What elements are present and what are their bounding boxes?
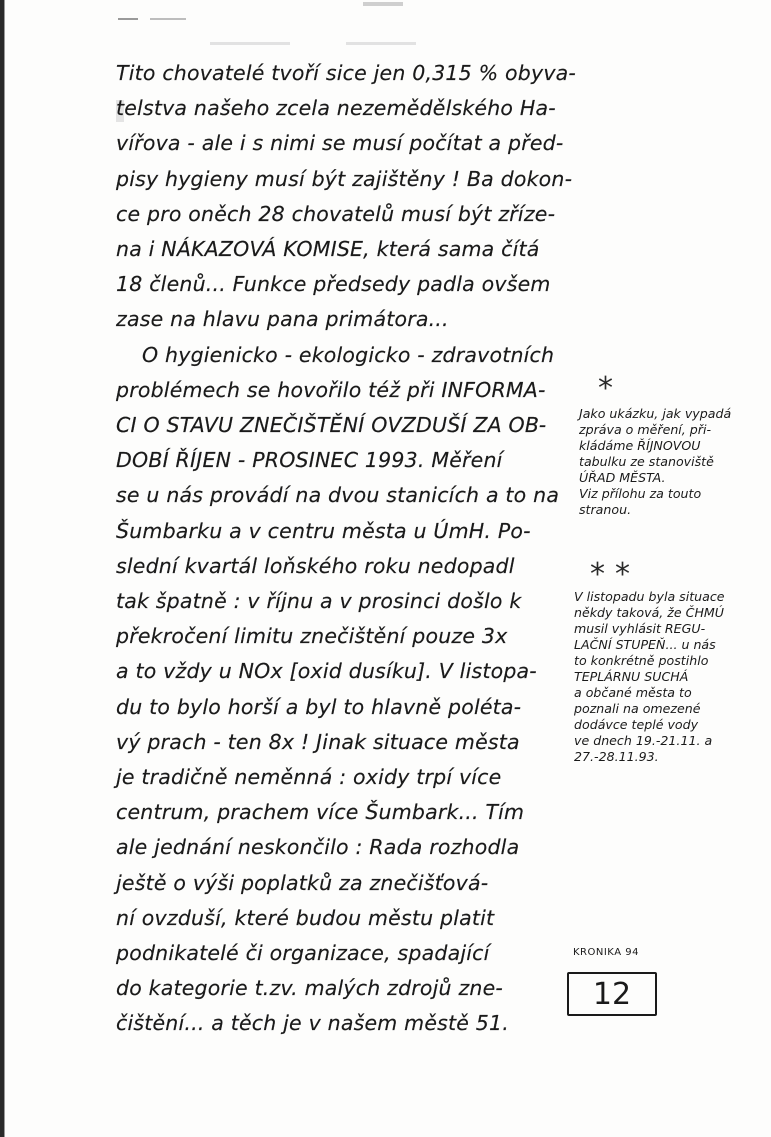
note-line: ÚŘAD MĚSTA. (579, 470, 666, 485)
note-line: stranou. (579, 502, 632, 517)
text-line: ještě o výši poplatků za znečišťová- (116, 870, 489, 895)
note-line: V listopadu byla situace (574, 589, 725, 604)
note-line: někdy taková, že ČHMÚ (574, 605, 725, 620)
footnote-double-star-marker: ** (590, 557, 640, 592)
text-line: problémech se hovořilo též při INFORMA- (116, 377, 546, 402)
text-line: DOBÍ ŘÍJEN - PROSINEC 1993. Měření (116, 448, 503, 473)
text-line: do kategorie t.zv. malých zdrojů zne- (116, 976, 504, 1001)
text-line: O hygienicko - ekologicko - zdravotních (142, 342, 555, 367)
footnote-star-marker: * (598, 371, 613, 406)
text-line: na i NÁKAZOVÁ KOMISE, která sama čítá (116, 237, 540, 262)
text-line: Šumbarku a v centru města u ÚmH. Po- (116, 518, 531, 543)
note-line: zpráva o měření, při- (579, 422, 712, 437)
text-line: tak špatně : v říjnu a v prosinci došlo k (116, 589, 522, 614)
text-line: se u nás provádí na dvou stanicích a to na (116, 483, 560, 508)
text-line: 18 členů... Funkce předsedy padla ovšem (116, 272, 551, 297)
note-line: kládáme ŘÍJNOVOU (579, 438, 701, 453)
text-line: překročení limitu znečištění pouze 3x (116, 624, 508, 649)
scan-bleed (346, 42, 416, 45)
scan-mark (150, 18, 186, 20)
note-line: a občané města to (574, 685, 692, 700)
text-line: Tito chovatelé tvoří sice jen 0,315 % obyva- (116, 61, 577, 85)
text-line: je tradičně neměnná : oxidy trpí více (116, 765, 502, 790)
note-line: LAČNÍ STUPEŇ... u nás (574, 637, 716, 652)
text-line: CI O STAVU ZNEČIŠTĚNÍ OVZDUŠÍ ZA OB- (116, 413, 547, 438)
text-line: ce pro oněch 28 chovatelů musí být zříze- (116, 201, 556, 226)
text-line: pisy hygieny musí být zajištěny ! Ba dokon- (116, 166, 573, 191)
note-line: poznali na omezené (574, 701, 701, 716)
text-line: ní ovzduší, které budou městu platit (116, 905, 495, 930)
page-binding-shadow (4, 0, 5, 1137)
margin-note-regulation (574, 589, 725, 765)
text-line: a to vždy u NOx [oxid dusíku]. V listopa- (116, 659, 537, 684)
text-line: zase na hlavu pana primátora... (116, 307, 449, 332)
note-line: 27.-28.11.93. (574, 749, 659, 764)
note-line: Viz přílohu za touto (579, 486, 702, 501)
note-line: musil vyhlásit REGU- (574, 621, 706, 636)
text-line: čištění... a těch je v našem městě 51. (116, 1011, 509, 1036)
note-line: Jako ukázku, jak vypadá (579, 406, 732, 421)
text-line: du to bylo horší a byl to hlavně poléta- (116, 694, 522, 719)
scan-bleed (210, 42, 290, 45)
note-line: tabulku ze stanoviště (579, 454, 714, 469)
text-line: ale jednání neskončilo : Rada rozhodla (116, 835, 520, 860)
note-line: TEPLÁRNU SUCHÁ (574, 669, 689, 684)
text-line: centrum, prachem více Šumbark... Tím (116, 800, 525, 825)
note-line: to konkrétně postihlo (574, 653, 709, 668)
page-number-box (567, 972, 657, 1016)
note-line: dodávce teplé vody (574, 717, 699, 732)
chronicle-label: KRONIKA 94 (573, 947, 639, 958)
text-line: vý prach - ten 8x ! Jinak situace města (116, 729, 520, 754)
margin-note-measurement (579, 406, 731, 518)
text-line: vířova - ale i s nimi se musí počítat a před- (116, 131, 564, 156)
text-line: slední kvartál loňského roku nedopadl (116, 553, 515, 578)
main-handwritten-text (116, 56, 576, 1042)
text-line: telstva našeho zcela nezemědělského Ha- (116, 96, 556, 121)
page-number: 12 (592, 976, 632, 1012)
text-line: podnikatelé či organizace, spadající (116, 941, 490, 966)
scan-mark (118, 18, 138, 20)
note-line: ve dnech 19.-21.11. a (574, 733, 713, 748)
scan-bleed (363, 2, 403, 6)
